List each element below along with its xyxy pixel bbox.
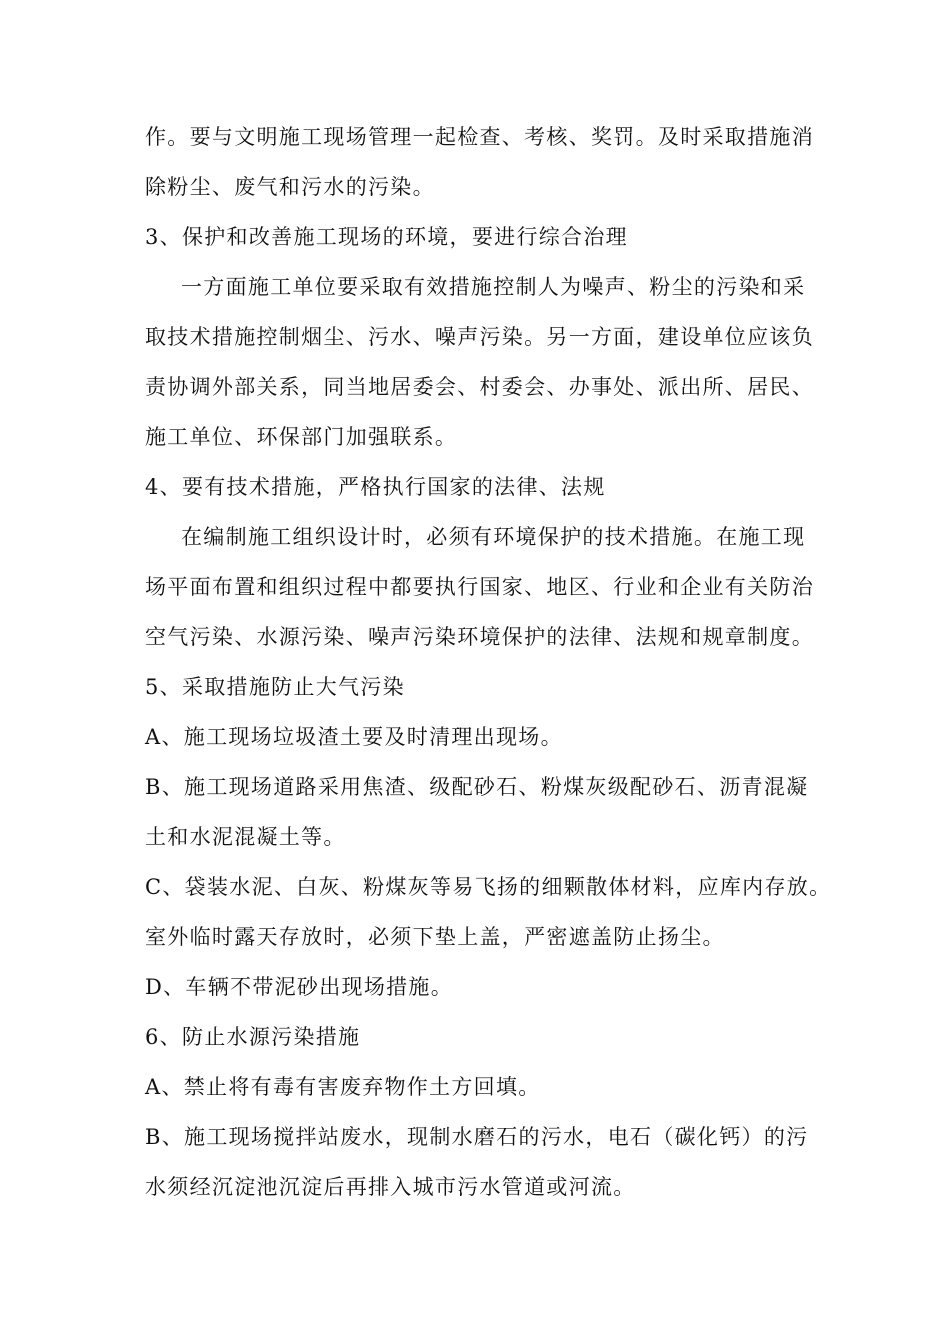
paragraph-first-line: 一方面施工单位要采取有效措施控制人为噪声、粉尘的污染和采 bbox=[181, 275, 806, 299]
list-item: D、车辆不带泥砂出现场措施。 bbox=[145, 975, 454, 999]
list-item: B、施工现场搅拌站废水，现制水磨石的污水，电石（碳化钙）的污 bbox=[145, 1125, 809, 1149]
section-heading: 4、要有技术措施，严格执行国家的法律、法规 bbox=[145, 475, 606, 499]
section-heading: 5、采取措施防止大气污染 bbox=[145, 675, 405, 699]
text-line: 室外临时露天存放时，必须下垫上盖，严密遮盖防止扬尘。 bbox=[145, 925, 725, 949]
text-line: 场平面布置和组织过程中都要执行国家、地区、行业和企业有关防治 bbox=[145, 575, 814, 599]
section-heading: 3、保护和改善施工现场的环境，要进行综合治理 bbox=[145, 225, 628, 249]
paragraph-first-line: 在编制施工组织设计时，必须有环境保护的技术措施。在施工现 bbox=[181, 525, 806, 549]
text-line: 施工单位、环保部门加强联系。 bbox=[145, 425, 458, 449]
text-line: 土和水泥混凝土等。 bbox=[145, 825, 346, 849]
list-item: C、袋装水泥、白灰、粉煤灰等易飞扬的细颗散体材料，应库内存放。 bbox=[145, 875, 832, 899]
text-line: 取技术措施控制烟尘、污水、噪声污染。另一方面，建设单位应该负 bbox=[145, 325, 814, 349]
text-line: 作。要与文明施工现场管理一起检查、考核、奖罚。及时采取措施消 bbox=[145, 125, 814, 149]
text-line: 除粉尘、废气和污水的污染。 bbox=[145, 175, 435, 199]
document-body bbox=[145, 112, 832, 1212]
list-item: B、施工现场道路采用焦渣、级配砂石、粉煤灰级配砂石、沥青混凝 bbox=[145, 775, 809, 799]
text-line: 水须经沉淀池沉淀后再排入城市污水管道或河流。 bbox=[145, 1175, 636, 1199]
list-item: A、禁止将有毒有害废弃物作土方回填。 bbox=[145, 1075, 541, 1099]
section-heading: 6、防止水源污染措施 bbox=[145, 1025, 361, 1049]
text-line: 空气污染、水源污染、噪声污染环境保护的法律、法规和规章制度。 bbox=[145, 625, 814, 649]
list-item: A、施工现场垃圾渣土要及时清理出现场。 bbox=[145, 725, 563, 749]
text-line: 责协调外部关系，同当地居委会、村委会、办事处、派出所、居民、 bbox=[145, 375, 814, 399]
